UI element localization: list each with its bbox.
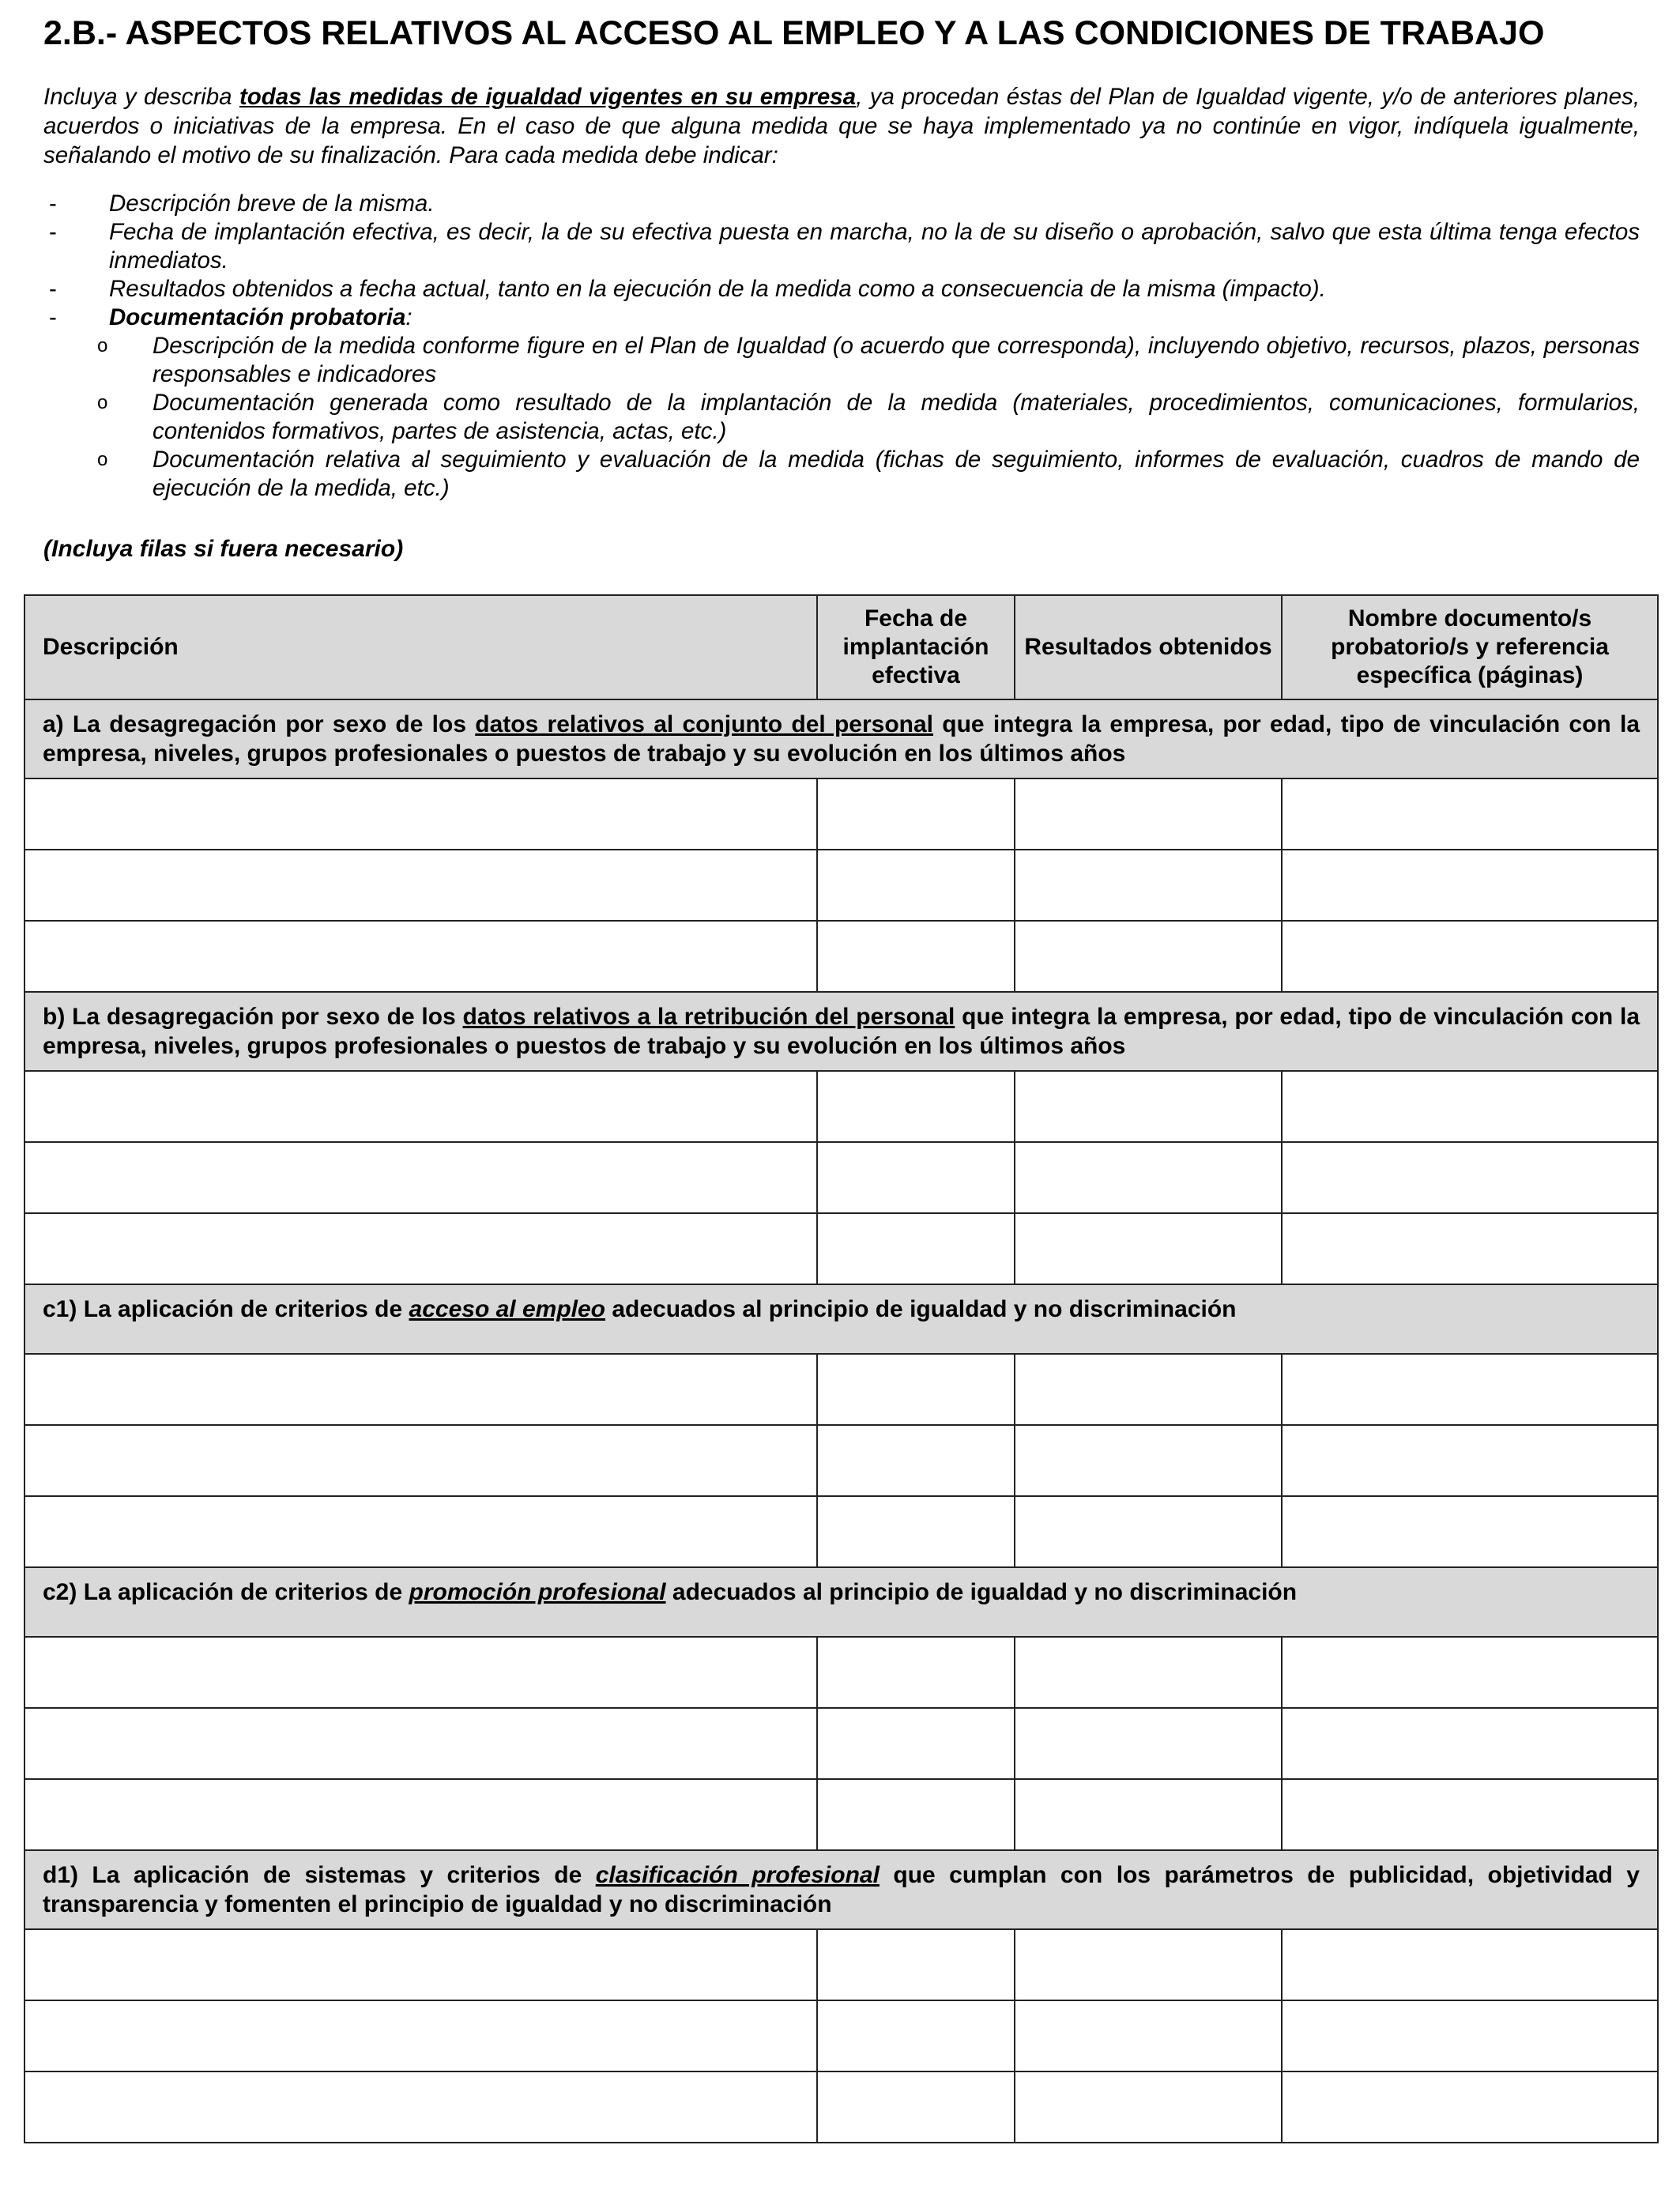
input-cell-documento[interactable] <box>1282 1142 1658 1213</box>
sub-list-item <box>43 332 1640 389</box>
list-item <box>43 303 1640 332</box>
list-item <box>43 275 1640 303</box>
section-key-term: promoción profesional <box>409 1579 666 1605</box>
input-cell-resultados[interactable] <box>1015 1425 1282 1496</box>
section-key-term: acceso al empleo <box>409 1296 605 1322</box>
section-d1-heading <box>24 1850 1658 1929</box>
table-row <box>24 2000 1658 2071</box>
input-cell-descripcion[interactable] <box>24 2000 817 2071</box>
input-cell-documento[interactable] <box>1282 1637 1658 1708</box>
measures-table <box>24 594 1659 2143</box>
input-cell-resultados[interactable] <box>1015 2071 1282 2143</box>
table-row <box>24 778 1658 850</box>
input-cell-fecha[interactable] <box>817 1213 1015 1284</box>
input-cell-descripcion[interactable] <box>24 1354 817 1425</box>
column-header-descripcion: Descripción <box>24 595 817 699</box>
table-row <box>24 1071 1658 1142</box>
sub-list-item-text: Documentación relativa al seguimiento y evaluación de la medida (fichas de seguimiento, informes de evaluación, cuadros de mando de ejecución de la medida, etc.) <box>153 447 1640 501</box>
input-cell-descripcion[interactable] <box>24 1779 817 1850</box>
input-cell-resultados[interactable] <box>1015 850 1282 921</box>
input-cell-descripcion[interactable] <box>24 2071 817 2143</box>
section-text: a) La desagregación por sexo de los <box>43 711 476 737</box>
section-key-term: datos relativos al conjunto del personal <box>475 711 934 737</box>
list-item-text: Descripción breve de la misma. <box>109 190 435 217</box>
input-cell-descripcion[interactable] <box>24 1708 817 1779</box>
input-cell-documento[interactable] <box>1282 778 1658 850</box>
list-item <box>43 190 1640 218</box>
table-row <box>24 1354 1658 1425</box>
table-row <box>24 1213 1658 1284</box>
column-header-resultados: Resultados obtenidos <box>1015 595 1282 699</box>
input-cell-resultados[interactable] <box>1015 1142 1282 1213</box>
sub-list-item-text: Descripción de la medida conforme figure en el Plan de Igualdad (o acuerdo que corresponda), incluyendo objetivo, recursos, plazos, personas responsables e indicadores <box>153 333 1640 387</box>
input-cell-documento[interactable] <box>1282 2071 1658 2143</box>
list-item <box>43 218 1640 275</box>
input-cell-descripcion[interactable] <box>24 1929 817 2000</box>
input-cell-documento[interactable] <box>1282 1929 1658 2000</box>
table-row <box>24 1425 1658 1496</box>
sub-list-item-text: Documentación generada como resultado de la implantación de la medida (materiales, procedimientos, comunicaciones, formularios, contenidos formativos, partes de asistencia, actas, etc.) <box>153 390 1640 444</box>
section-key-term: clasificación profesional <box>595 1862 880 1888</box>
table-header-row <box>24 595 1658 699</box>
section-c1-heading <box>24 1284 1658 1354</box>
input-cell-resultados[interactable] <box>1015 1708 1282 1779</box>
input-cell-descripcion[interactable] <box>24 778 817 850</box>
input-cell-descripcion[interactable] <box>24 850 817 921</box>
circle-bullet: o <box>97 335 108 356</box>
input-cell-fecha[interactable] <box>817 1929 1015 2000</box>
input-cell-fecha[interactable] <box>817 1779 1015 1850</box>
section-text: que cumplan con los parámetros de publicidad, objetividad y transparencia y fomenten el principio de igualdad y no discriminación <box>43 1862 1640 1917</box>
section-text: adecuados al principio de igualdad y no discriminación <box>665 1579 1298 1605</box>
input-cell-resultados[interactable] <box>1015 1071 1282 1142</box>
input-cell-resultados[interactable] <box>1015 1929 1282 2000</box>
table-row <box>24 921 1658 992</box>
input-cell-documento[interactable] <box>1282 1213 1658 1284</box>
intro-emphasis: todas las medidas de igualdad vigentes en su empresa <box>239 84 857 110</box>
column-header-documento: Nombre documento/s probatorio/s y referencia específica (páginas) <box>1282 595 1658 699</box>
section-text: c2) La aplicación de criterios de <box>43 1579 409 1605</box>
input-cell-fecha[interactable] <box>817 1637 1015 1708</box>
section-text: adecuados al principio de igualdad y no discriminación <box>605 1296 1237 1322</box>
input-cell-fecha[interactable] <box>817 2071 1015 2143</box>
section-row-d1 <box>24 1850 1658 1929</box>
intro-paragraph <box>43 82 1640 170</box>
dash-bullet: - <box>49 304 57 330</box>
input-cell-descripcion[interactable] <box>24 1496 817 1567</box>
input-cell-fecha[interactable] <box>817 1354 1015 1425</box>
add-rows-note: (Incluya filas si fuera necesario) <box>43 536 404 562</box>
table-row <box>24 1142 1658 1213</box>
input-cell-documento[interactable] <box>1282 1354 1658 1425</box>
instructions-list <box>43 190 1640 503</box>
dash-bullet: - <box>49 219 57 245</box>
table-row <box>24 1496 1658 1567</box>
input-cell-resultados[interactable] <box>1015 1213 1282 1284</box>
input-cell-resultados[interactable] <box>1015 2000 1282 2071</box>
list-item-bold: Documentación probatoria <box>109 304 406 330</box>
input-cell-resultados[interactable] <box>1015 1496 1282 1567</box>
input-cell-resultados[interactable] <box>1015 1779 1282 1850</box>
sub-list-item <box>43 389 1640 446</box>
section-text: que integra la empresa, por edad, tipo de vinculación con la empresa, niveles, grupos profesionales o puestos de trabajo y su evolución en los últimos años <box>43 1004 1640 1059</box>
input-cell-descripcion[interactable] <box>24 1071 817 1142</box>
input-cell-resultados[interactable] <box>1015 921 1282 992</box>
section-row-c1 <box>24 1284 1658 1354</box>
input-cell-fecha[interactable] <box>817 850 1015 921</box>
section-a-heading <box>24 699 1658 778</box>
input-cell-resultados[interactable] <box>1015 1354 1282 1425</box>
input-cell-documento[interactable] <box>1282 1708 1658 1779</box>
circle-bullet: o <box>97 392 108 413</box>
section-c2-heading <box>24 1567 1658 1637</box>
input-cell-fecha[interactable] <box>817 1142 1015 1213</box>
table-row <box>24 1779 1658 1850</box>
section-text: c1) La aplicación de criterios de <box>43 1296 409 1322</box>
input-cell-fecha[interactable] <box>817 1425 1015 1496</box>
input-cell-fecha[interactable] <box>817 1708 1015 1779</box>
input-cell-documento[interactable] <box>1282 2000 1658 2071</box>
list-item-text: Fecha de implantación efectiva, es decir, la de su efectiva puesta en marcha, no la de su diseño o aprobación, salvo que esta última tenga efectos inmediatos. <box>109 219 1640 273</box>
table-row <box>24 1637 1658 1708</box>
input-cell-documento[interactable] <box>1282 1779 1658 1850</box>
column-header-fecha: Fecha de implantación efectiva <box>817 595 1015 699</box>
input-cell-documento[interactable] <box>1282 850 1658 921</box>
input-cell-documento[interactable] <box>1282 1496 1658 1567</box>
input-cell-fecha[interactable] <box>817 778 1015 850</box>
section-row-c2 <box>24 1567 1658 1637</box>
table-row <box>24 1929 1658 2000</box>
section-row-a <box>24 699 1658 778</box>
input-cell-descripcion[interactable] <box>24 921 817 992</box>
section-key-term: datos relativos a la retribución del personal <box>462 1004 955 1030</box>
dash-bullet: - <box>49 276 57 302</box>
section-row-b <box>24 992 1658 1071</box>
section-text: que integra la empresa, por edad, tipo de vinculación con la empresa, niveles, grupos profesionales o puestos de trabajo y su evolución en los últimos años <box>43 711 1640 767</box>
input-cell-documento[interactable] <box>1282 1071 1658 1142</box>
table-row <box>24 850 1658 921</box>
dash-bullet: - <box>49 190 57 217</box>
table-row <box>24 2071 1658 2143</box>
section-b-heading <box>24 992 1658 1071</box>
input-cell-descripcion[interactable] <box>24 1637 817 1708</box>
input-cell-documento[interactable] <box>1282 1425 1658 1496</box>
input-cell-fecha[interactable] <box>817 921 1015 992</box>
input-cell-documento[interactable] <box>1282 921 1658 992</box>
input-cell-resultados[interactable] <box>1015 778 1282 850</box>
input-cell-fecha[interactable] <box>817 2000 1015 2071</box>
intro-text-end: , ya procedan éstas del Plan de Igualdad vigente, y/o de anteriores planes, acuerdos o iniciativas de la empresa. En el caso de que alguna medida que se haya implementado ya no continúe en vigor, indíquela igualmente, señalando el motivo de su finalización. Para cada medida debe indicar: <box>43 84 1640 168</box>
list-item-text: Resultados obtenidos a fecha actual, tanto en la ejecución de la medida como a consecuencia de la misma (impacto). <box>109 276 1326 302</box>
section-text: d1) La aplicación de sistemas y criterios de <box>43 1862 596 1888</box>
table-row <box>24 1708 1658 1779</box>
input-cell-descripcion[interactable] <box>24 1213 817 1284</box>
sub-list-item <box>43 446 1640 503</box>
intro-text-start: Incluya y describa <box>43 84 239 110</box>
input-cell-fecha[interactable] <box>817 1071 1015 1142</box>
input-cell-descripcion[interactable] <box>24 1142 817 1213</box>
list-item-text <box>109 303 1640 332</box>
section-text: b) La desagregación por sexo de los <box>43 1004 463 1030</box>
input-cell-resultados[interactable] <box>1015 1637 1282 1708</box>
input-cell-descripcion[interactable] <box>24 1425 817 1496</box>
list-item-colon: : <box>405 304 412 330</box>
circle-bullet: o <box>97 449 108 470</box>
page-title: 2.B.- ASPECTOS RELATIVOS AL ACCESO AL EMPLEO Y A LAS CONDICIONES DE TRABAJO <box>43 14 1545 52</box>
input-cell-fecha[interactable] <box>817 1496 1015 1567</box>
